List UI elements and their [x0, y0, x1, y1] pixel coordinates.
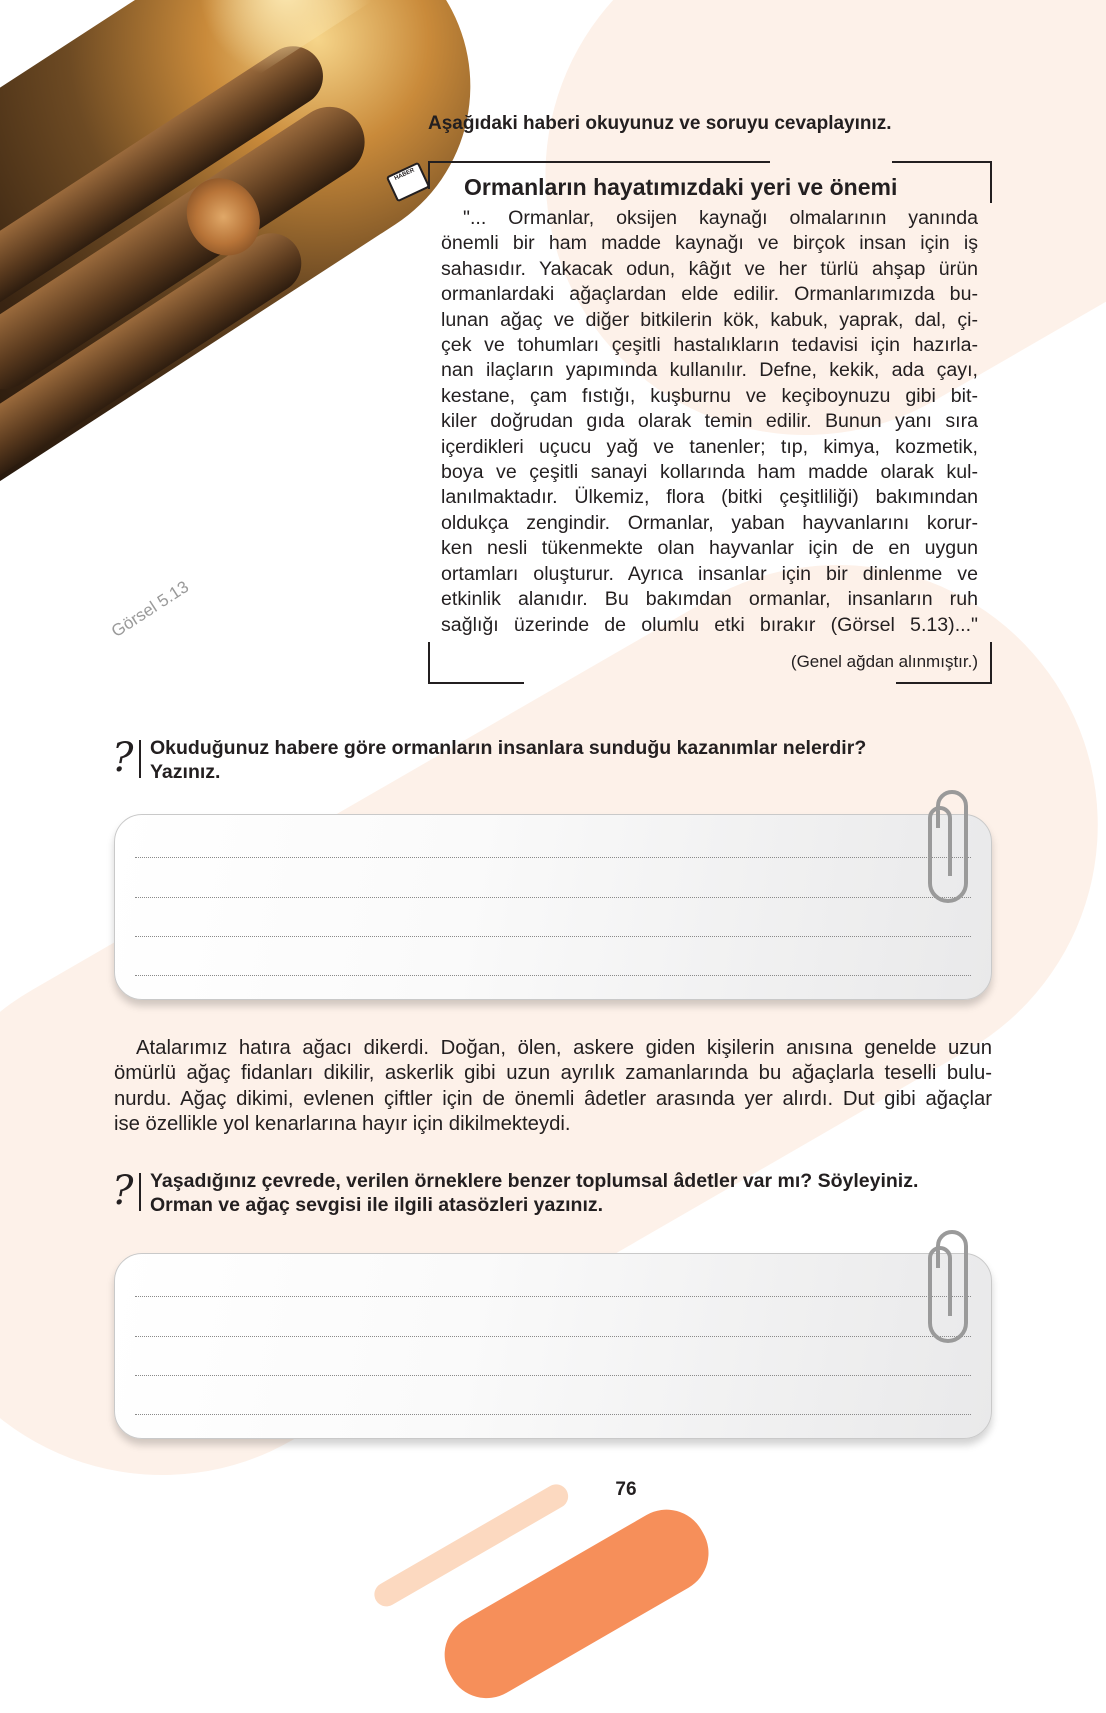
page-number-stripe	[430, 1495, 723, 1713]
question-2	[112, 1169, 918, 1217]
news-source: (Genel ağdan alınmıştır.)	[790, 652, 978, 671]
question-text: Yaşadığınız çevrede, verilen örneklere benzer toplumsal âdetler var mı? Söyleyiniz.	[150, 1170, 919, 1192]
news-line: etkinlik alanıdır. Bu bakımdan ormanlar, insanların ruh	[441, 588, 978, 611]
divider	[139, 1173, 141, 1211]
answer-box-2[interactable]	[114, 1253, 992, 1439]
news-line: sağlığı üzerinde de olumlu etki bırakır (Görsel 5.13)..."	[441, 613, 978, 636]
news-line: "... Ormanlar, oksijen kaynağı olmalarının yanında	[463, 207, 978, 229]
news-line: sahasıdır. Yakacak odun, kâğıt ve her türlü ahşap ürün	[441, 257, 978, 280]
news-body	[441, 206, 978, 638]
news-line: kestane, çam fıstığı, kuşburnu ve keçiboynuzu gibi bit-	[441, 384, 978, 407]
paperclip-icon	[924, 1228, 974, 1353]
news-line: ken nesli tükenmekte olan hayvanlar için de en uygun	[441, 537, 978, 560]
paragraph-line: ömürlü ağaç fidanları dikilir, askerlik gibi uzun ayrılık zamanlarında bu ağaçlarla teselli bulu-	[114, 1062, 992, 1085]
news-line: içerdikleri uçucu yağ ve tanenler; tıp, kimya, kozmetik,	[441, 435, 978, 458]
question-1	[112, 736, 866, 784]
news-line: boya ve çeşitli sanayi kollarında ham madde olarak kul-	[441, 461, 978, 484]
paragraph-line: ise özellikle yol kenarlarına hayır için dikilmekteydi.	[114, 1113, 571, 1136]
news-line: kiler doğrudan gıda olarak temin edilir. Bunun yanı sıra	[441, 410, 978, 433]
question-mark-icon: ?	[112, 735, 134, 781]
question-mark-icon: ?	[112, 1168, 134, 1214]
paperclip-icon	[924, 788, 974, 913]
question-text: Yazınız.	[150, 761, 221, 783]
answer-box-1[interactable]	[114, 814, 992, 1000]
news-line: lunan ağaç ve diğer bitkilerin kök, kabuk, yaprak, dal, çi-	[441, 308, 978, 331]
question-text: Orman ve ağaç sevgisi ile ilgili atasözleri yazınız.	[150, 1194, 604, 1216]
news-title: Ormanların hayatımızdaki yeri ve önemi	[464, 174, 898, 200]
news-line: önemli bir ham madde kaynağı ve birçok insan için iş	[441, 232, 978, 255]
page-number: 76	[604, 1468, 648, 1512]
divider	[139, 740, 141, 778]
news-line: lanılmaktadır. Ülkemiz, flora (bitki çeşitliliği) bakımından	[441, 486, 978, 509]
question-text: Okuduğunuz habere göre ormanların insanlara sunduğu kazanımlar nelerdir?	[150, 737, 867, 759]
paragraph-line: Atalarımız hatıra ağacı dikerdi. Doğan, ölen, askere giden kişilerin anısına genelde uzun	[136, 1037, 992, 1059]
figure-caption: Görsel 5.13	[108, 577, 193, 641]
news-line: nan ilaçların yapımında kullanılır. Defne, kekik, ada çayı,	[441, 359, 978, 382]
paragraph-line: nurdu. Ağaç dikimi, evlenen çiftler için de önemli âdetler arasında yer alırdı. Dut gibi ağaçlar	[114, 1087, 992, 1110]
instruction-text: Aşağıdaki haberi okuyunuz ve soruyu cevaplayınız.	[428, 113, 892, 134]
news-icon: HABER	[386, 162, 430, 203]
news-line: ortamları oluşturur. Ayrıca insanlar için bir dinlenme ve	[441, 562, 978, 585]
news-line: ormanlardaki ağaçlardan elde edilir. Ormanlarımızda bu-	[441, 283, 978, 306]
body-paragraph	[114, 1036, 992, 1138]
news-line: oldukça zengindir. Ormanlar, yaban hayvanlarını korur-	[441, 511, 978, 534]
news-line: çek ve tohumları çeşitli hastalıkların tedavisi için hazırla-	[441, 334, 978, 357]
